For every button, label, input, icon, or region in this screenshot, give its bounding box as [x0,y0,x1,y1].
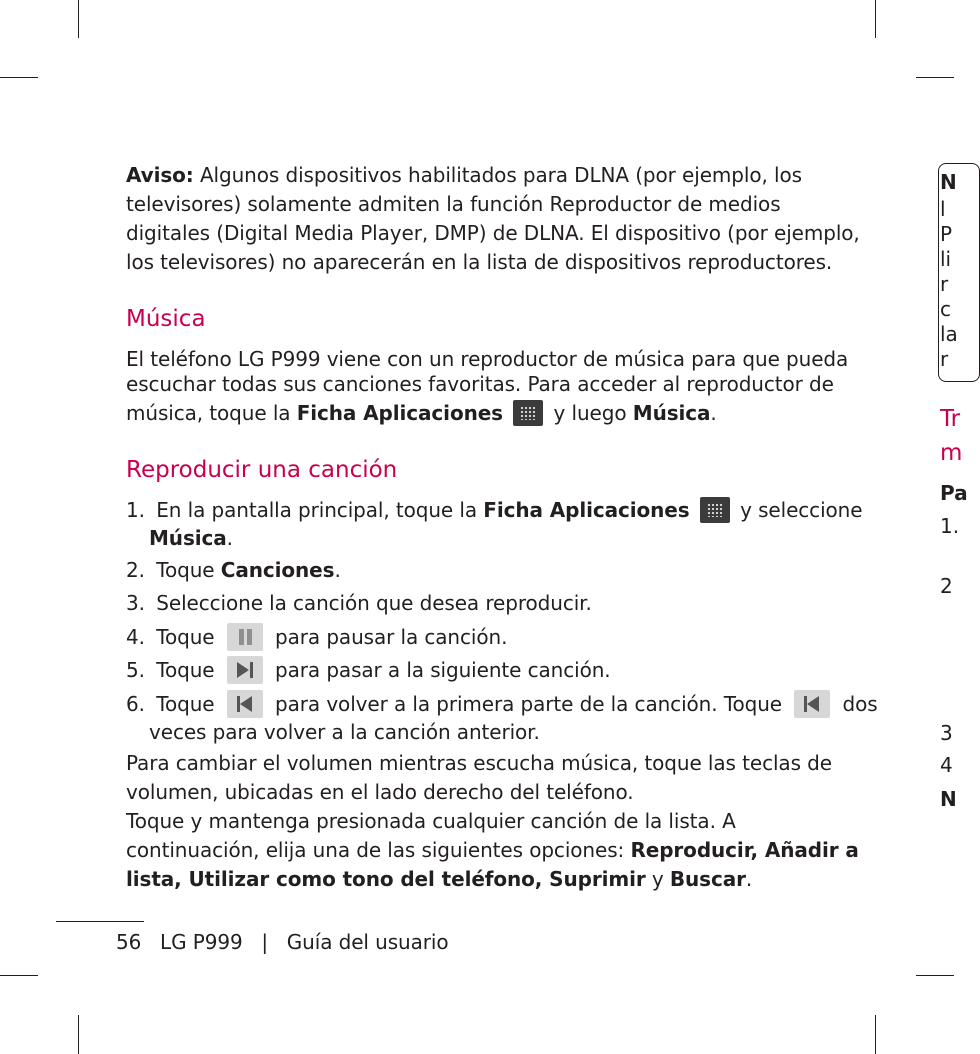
list-item: 3. Seleccione la canción que desea reproducir. [126,591,592,615]
fragment-text: 4 [940,753,953,777]
list-item: 5. Toque para pasar a la siguiente canción. [126,658,611,682]
body-line: Para cambiar el volumen mientras escucha música, toque las teclas de [126,751,832,775]
crop-mark [0,975,38,976]
list-item: 1. En la pantalla principal, toque la Ficha Aplicaciones y seleccione [126,498,863,522]
footer-guide: Guía del usuario [286,930,449,954]
list-item: 4. Toque para pausar la canción. [126,625,508,649]
body-line: continuación, elija una de las siguientes opciones: Reproducir, Añadir a [126,838,859,862]
footer-separator: | [261,930,268,954]
fragment-heading: Tr [940,406,961,432]
skip-previous-icon [794,690,830,718]
page-footer [116,928,448,957]
list-item: 6. Toque para volver a la primera parte de la canción. Toque dos [126,692,878,716]
fragment-text: r [940,347,949,371]
fragment-text: 3 [940,721,953,745]
notice-line: digitales (Digital Media Player, DMP) de DLNA. El dispositivo (por ejemplo, [126,221,860,245]
skip-next-icon [227,656,263,684]
notice-label: Aviso: [126,163,194,187]
fragment-heading: m [940,440,963,466]
fragment-text: li [940,247,952,271]
notice-line: Aviso: Algunos dispositivos habilitados para DLNA (por ejemplo, los [126,163,802,187]
body-line: volumen, ubicadas en el lado derecho del teléfono. [126,780,634,804]
fragment-text: l [940,197,946,221]
list-item: 2. Toque Canciones. [126,558,341,582]
apps-grid-icon [700,497,730,523]
list-item-continuation: Música. [149,526,233,550]
fragment-text: P [940,222,953,246]
apps-grid-icon [513,400,543,426]
fragment-text: la [940,322,958,346]
body-line: escuchar todas sus canciones favoritas. Para acceder al reproductor de [126,372,834,396]
section-heading-reproducir: Reproducir una canción [126,457,398,483]
section-heading-musica: Música [126,306,206,332]
footer-rule [56,921,144,922]
pause-icon [227,623,263,651]
notice-line: televisores) solamente admiten la función Reproductor de medios [126,192,781,216]
fragment-text: 1. [940,514,960,538]
body-line: música, toque la Ficha Aplicaciones y luego Música. [126,401,717,425]
footer-model: LG P999 [160,930,243,954]
list-item-continuation: veces para volver a la canción anterior. [149,720,540,744]
body-line: El teléfono LG P999 viene con un reproductor de música para que pueda [126,347,849,371]
crop-mark [0,77,38,78]
notice-line: los televisores) no aparecerán en la lista de dispositivos reproductores. [126,250,833,274]
fragment-text: 2 [940,574,953,598]
fragment-text: Pa [940,481,968,505]
crop-mark [916,975,954,976]
crop-mark [78,1015,79,1054]
crop-mark [916,77,954,78]
crop-mark [875,0,876,38]
page-number: 56 [116,930,142,954]
fragment-text: N [940,170,957,194]
skip-previous-icon [227,690,263,718]
body-line: lista, Utilizar como tono del teléfono, Suprimir y Buscar. [126,867,753,891]
crop-mark [78,0,79,38]
crop-mark [875,1015,876,1054]
fragment-text: N [940,787,957,811]
fragment-text: r [940,272,949,296]
body-line: Toque y mantenga presionada cualquier canción de la lista. A [126,809,736,833]
fragment-text: c [940,297,951,321]
